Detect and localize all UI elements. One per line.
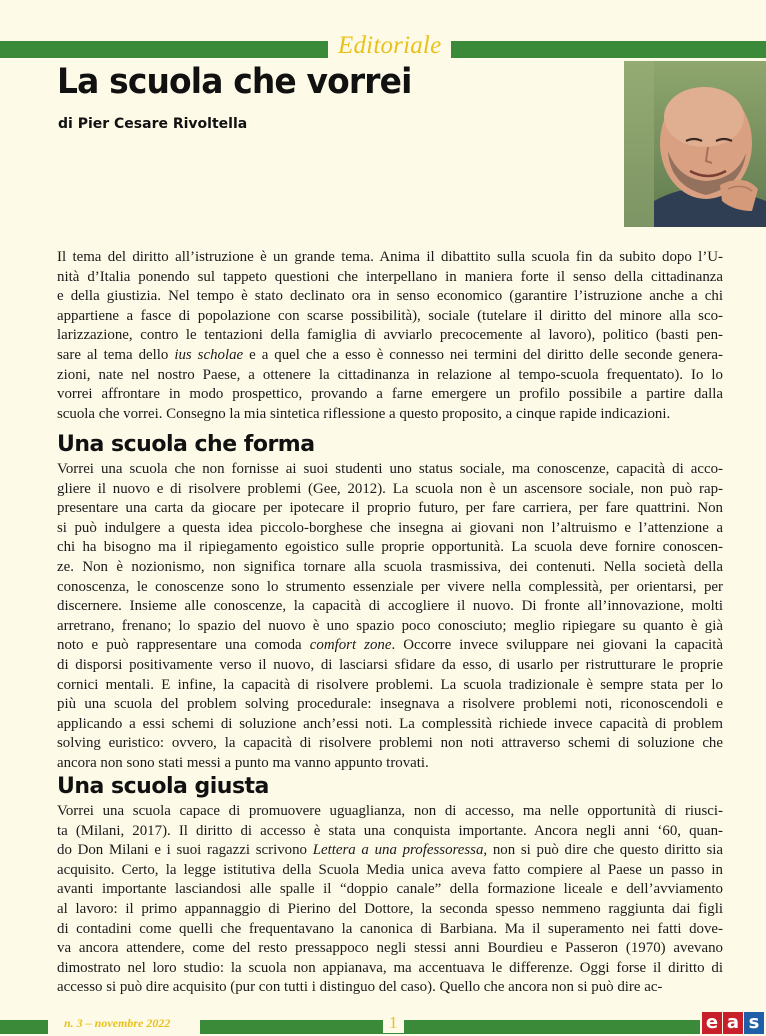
text-line: e della giustizia. Nel tempo è stato declinato ora in senso economico (garantire l’istruzione anche a chi (57, 288, 723, 305)
text-line: si può indulgere a questa idea piccolo-borghese che insegna ai giovani non l’altruismo e l’attenzione a (57, 519, 723, 536)
text-line: di disporsi positivamente verso il nuovo, di lasciarsi sfidare da esso, di usarlo per ristrutturare le proprie (57, 656, 723, 673)
text-line: vorrei affrontare in modo prospettico, provando a farne emergere un profilo possibile a partire dalla (57, 386, 723, 403)
footer-bar-left (0, 1020, 48, 1034)
section-label: Editoriale (328, 30, 451, 64)
text-line: cornici mentali. E infine, la capacità di risolvere problemi. La scuola tradizionale è sempre stata per lo (57, 676, 723, 693)
text-line: arretrano, frenano; lo spazio del nuovo è uno spazio poco conosciuto; meglio ripiegare su quanto è già (57, 617, 723, 634)
text-line: noto e può rappresentare una comoda comfort zone. Occorre invece sviluppare nei giovani la capacità (57, 637, 723, 654)
text-line: acquisito. Certo, la legge istitutiva della Scuola Media unica aveva fatto compiere al Paese un passo in (57, 861, 723, 878)
text-line: discernere. Insieme alle conoscenze, la capacità di accogliere il nuovo. Di fronte all’innovazione, molti (57, 598, 723, 615)
text-line: appartiene a fasce di popolazione con scarse possibilità), sociale (tutelare il diritto del minore alla sco- (57, 307, 723, 324)
text-line: ancora non sono stati messi a punto ma vanno appunto trovati. (57, 754, 429, 771)
section-heading-forma: Una scuola che forma (57, 432, 315, 457)
author-photo (624, 61, 766, 227)
text-line: Vorrei una scuola che non fornisse ai suoi studenti uno status sociale, ma conoscenze, capacità di acco- (57, 461, 723, 477)
text-line: accesso si può dire acquisito (pur con tutti i distinguo del caso). Quello che ancora non si può dire ac- (57, 979, 663, 996)
footer-bar-right (200, 1020, 700, 1034)
text-line: conoscenza, le conoscenze sono lo strumento essenziale per vivere nella complessità, per orientarsi, per (57, 578, 723, 595)
logo-letter-s: s (744, 1012, 764, 1034)
intro-paragraph (57, 248, 723, 424)
text-line: più una scuola del problem solving procedurale: insegnava a risolvere problemi noti, riconoscendoli e (57, 696, 723, 713)
text-line: nità d’Italia ponendo sul tappeto questioni che interpellano in maniera forte il senso della cittadinanza (57, 268, 723, 285)
issue-label: n. 3 – novembre 2022 (60, 1016, 174, 1031)
text-line: sare al tema dello ius scholae e a quel che a esso è connesso nei termini del diritto delle seconde genera- (57, 346, 723, 363)
article-byline: di Pier Cesare Rivoltella (58, 116, 248, 132)
text-line: applicando a essi schemi di soluzione anch’essi noti. La complessità richiede invece capacità di problem (57, 715, 723, 732)
text-line: presentare una carta da giocare per ipotecare il proprio futuro, per fare carriera, per fare quattrini. Non (57, 500, 723, 517)
text-line: Vorrei una scuola capace di promuovere uguaglianza, non di accesso, ma nelle opportunità di riusci- (57, 803, 723, 819)
text-line: zioni, nate nel nostro Paese, a ottenere la cittadinanza in relazione al tempo-scuola frequentato). Io lo (57, 366, 723, 383)
section-paragraph-forma (57, 460, 723, 774)
text-line: chi ha bisogno ma il ripiegamento egoistico sulle proprie opportunità. La scuola deve fornire conoscen- (57, 539, 723, 556)
text-line: solving euristico: ovvero, la capacità di risolvere problemi non noti attraverso schemi di soluzione che (57, 735, 723, 752)
text-line: gliere il nuovo e di risolvere problemi (Gee, 2012). La scuola non è un ascensore sociale, non può rap- (57, 480, 723, 497)
text-line: ze. Non è nozionismo, non significa tornare alla scuola trasmissiva, dei contenuti. Nella società della (57, 558, 723, 575)
text-line: do Don Milani e i suoi ragazzi scrivono Lettera a una professoressa, non si può dire che questo diritto sia (57, 842, 724, 859)
text-line: al lavoro: il primo appannaggio di Pierino del Dottore, la seconda spesso nemmeno raggiunta dai figli (57, 900, 723, 917)
section-heading-giusta: Una scuola giusta (57, 774, 269, 799)
text-line: avanti importante lasciandosi alle spalle il “doppio canale” della formazione liceale e dell’avviamento (57, 881, 723, 898)
article-title: La scuola che vorrei (57, 62, 412, 102)
section-paragraph-giusta (57, 802, 723, 998)
logo-letter-e: e (702, 1012, 722, 1034)
text-line: Il tema del diritto all’istruzione è un grande tema. Anima il dibattito sulla scuola fin da subito dopo l’U- (57, 249, 723, 265)
logo-letter-a: a (723, 1012, 743, 1034)
text-line: larizzazione, contro le tentazioni della famiglia di avviarlo precocemente al lavoro), politico (basti pen- (57, 327, 723, 344)
text-line: di contadini come quelli che frequentavano la canonica di Barbiana. Ma il superamento nei fatti dove- (57, 920, 723, 937)
text-line: ta (Milani, 2017). Il diritto di accesso è stata una conquista importante. Ancora negli anni ‘60, quan- (57, 822, 723, 839)
text-line: dimostrato nel loro studio: la scuola non appianava, ma accentuava le differenze. Oggi forse il diritto di (57, 959, 723, 976)
text-line: scuola che vorrei. Consegno la mia sintetica riflessione a questo proposito, a cinque rapide indicazioni. (57, 405, 671, 422)
text-line: va ancora attendere, come del resto pressappoco negli stessi anni Bourdieu e Passeron (1970) avevano (57, 940, 723, 957)
page-number: 1 (383, 1013, 404, 1033)
publisher-logo (702, 1012, 764, 1034)
